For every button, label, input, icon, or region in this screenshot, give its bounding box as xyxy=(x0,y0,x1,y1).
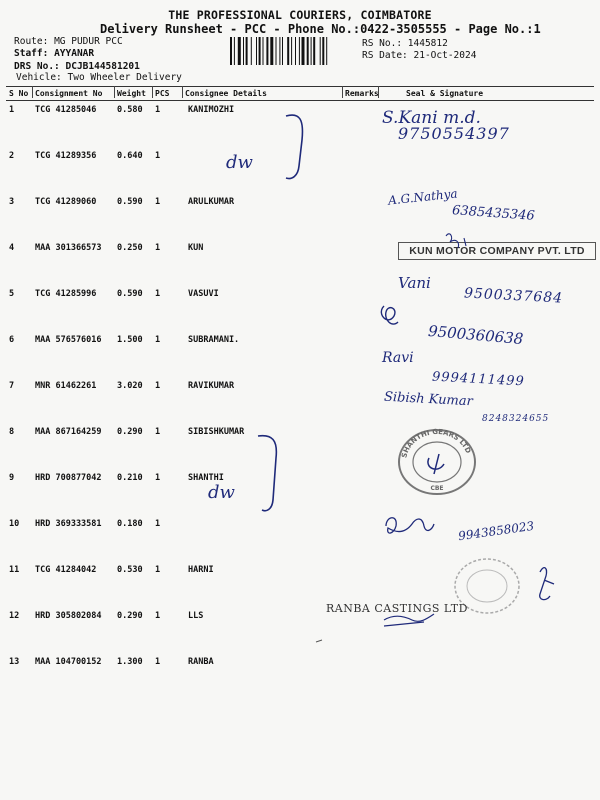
handwritten-phone: 9500337684 xyxy=(463,285,564,307)
cell-remarks xyxy=(342,239,382,285)
col-sno: S No xyxy=(6,87,32,101)
cell-pcs: 1 xyxy=(155,151,161,161)
handwritten-phone: 6385435346 xyxy=(451,203,536,224)
barcode-bar xyxy=(256,37,257,65)
handwritten-phone: 8248324655 xyxy=(482,414,550,424)
cell-sno: 10 xyxy=(9,519,20,529)
table-row xyxy=(6,653,594,699)
cell-consignee: SIBISHKUMAR xyxy=(188,427,245,437)
cell-pcs: 1 xyxy=(155,381,161,391)
drs-value: DCJB144581201 xyxy=(65,61,140,72)
handwritten-signature: Vani xyxy=(398,274,431,292)
barcode-bar xyxy=(266,37,268,65)
cell-seal-signature xyxy=(382,147,594,193)
cell-sno: 1 xyxy=(9,105,15,115)
stamp-ring-text: SHANTHI GEARS LTD xyxy=(400,428,473,459)
cell-consignee: LLS xyxy=(188,611,204,621)
cell-consignee: ARULKUMAR xyxy=(188,197,235,207)
stamp-city-text: CBE xyxy=(430,485,444,492)
route-line: Route: MG PUDUR PCC xyxy=(14,36,123,47)
barcode-bar xyxy=(313,37,315,65)
cell-pcs: 1 xyxy=(155,519,161,529)
route-value: MG PUDUR PCC xyxy=(54,36,123,47)
cell-consignee: HARNI xyxy=(188,565,214,575)
cell-remarks xyxy=(342,561,382,607)
cell-consignee xyxy=(182,147,342,193)
cell-weight: 0.290 xyxy=(117,427,143,437)
runsheet-subtitle: Delivery Runsheet - PCC - Phone No.:0422-3505555 - Page No.:1 xyxy=(100,22,541,36)
company-title: THE PROFESSIONAL COURIERS, COIMBATORE xyxy=(168,8,432,22)
cell-sno: 3 xyxy=(9,197,15,207)
barcode-bar xyxy=(230,37,232,65)
cell-pcs: 1 xyxy=(155,289,161,299)
handwritten-mark: dw xyxy=(226,152,253,173)
cell-weight: 0.180 xyxy=(117,519,143,529)
barcode-bar xyxy=(287,37,289,65)
ranba-stamp: RANBA CASTINGS LTD xyxy=(326,602,468,615)
col-consignee: Consignee Details xyxy=(182,87,342,101)
cell-pcs: 1 xyxy=(155,611,161,621)
handwritten-phone: 9943858023 xyxy=(457,518,535,544)
barcode-bar xyxy=(295,37,296,65)
barcode-bar xyxy=(276,37,277,65)
col-rule xyxy=(32,86,33,98)
staff-value: AYYANAR xyxy=(54,48,95,59)
cell-remarks xyxy=(342,377,382,423)
cell-pcs: 1 xyxy=(155,473,161,483)
col-seal-signature: Seal & Signature xyxy=(382,87,594,101)
cell-weight: 0.210 xyxy=(117,473,143,483)
rs-date-value: 21-Oct-2024 xyxy=(413,50,477,61)
cell-pcs: 1 xyxy=(155,335,161,345)
barcode-bar xyxy=(311,37,312,65)
col-rule xyxy=(342,86,343,98)
company-stamp: KUN MOTOR COMPANY PVT. LTD xyxy=(398,242,596,260)
cell-remarks xyxy=(342,423,382,469)
cell-consignee: KANIMOZHI xyxy=(188,105,235,115)
cell-weight: 0.580 xyxy=(117,105,143,115)
cell-sno: 7 xyxy=(9,381,15,391)
barcode-image xyxy=(230,37,358,65)
cell-remarks xyxy=(342,285,382,331)
cell-pcs: 1 xyxy=(155,105,161,115)
cell-sno: 13 xyxy=(9,657,20,667)
rs-no-line: RS No.: 1445812 xyxy=(362,38,448,49)
cell-pcs: 1 xyxy=(155,565,161,575)
handwritten-phone: 9994111499 xyxy=(431,369,526,390)
cell-remarks xyxy=(342,193,382,239)
cell-pcs: 1 xyxy=(155,657,161,667)
table-header-row xyxy=(6,87,594,101)
cell-consignment-no: HRD 369333581 xyxy=(35,519,102,529)
barcode-bar xyxy=(282,37,283,65)
col-rule xyxy=(378,86,379,98)
barcode-bar xyxy=(302,37,305,65)
cell-sno: 11 xyxy=(9,565,20,575)
barcode-bar xyxy=(279,37,280,65)
handwritten-signature: A.G.Nathya xyxy=(387,186,459,208)
col-remarks: Remarks xyxy=(342,87,382,101)
cell-weight: 1.500 xyxy=(117,335,143,345)
cell-weight: 1.300 xyxy=(117,657,143,667)
cell-pcs: 1 xyxy=(155,197,161,207)
barcode-bar xyxy=(263,37,264,65)
handwritten-mark: dw xyxy=(208,482,235,503)
cell-remarks xyxy=(342,331,382,377)
col-weight: Weight xyxy=(114,87,152,101)
cell-consignment-no: TCG 41289356 xyxy=(35,151,97,161)
staff-line: Staff: AYYANAR xyxy=(14,48,95,59)
cell-consignment-no: HRD 700877042 xyxy=(35,473,102,483)
handwritten-phone: 9750554397 xyxy=(398,124,510,143)
cell-consignment-no: HRD 305802084 xyxy=(35,611,102,621)
cell-weight: 3.020 xyxy=(117,381,143,391)
cell-weight: 0.590 xyxy=(117,289,143,299)
col-consignment: Consignment No xyxy=(32,87,114,101)
cell-consignment-no: TCG 41285046 xyxy=(35,105,97,115)
cell-remarks xyxy=(342,653,382,699)
barcode-bar xyxy=(307,37,309,65)
cell-sno: 5 xyxy=(9,289,15,299)
cell-remarks xyxy=(342,515,382,561)
cell-sno: 12 xyxy=(9,611,20,621)
cell-consignee: SUBRAMANI. xyxy=(188,335,240,345)
svg-text:SHANTHI GEARS LTD xyxy=(400,428,472,459)
table-row xyxy=(6,469,594,515)
drs-line: DRS No.: DCJB144581201 xyxy=(14,61,140,72)
barcode-bar xyxy=(326,37,327,65)
cell-weight: 0.590 xyxy=(117,197,143,207)
col-rule xyxy=(182,86,183,98)
cell-sno: 8 xyxy=(9,427,15,437)
barcode-bar xyxy=(299,37,300,65)
cell-weight: 0.640 xyxy=(117,151,143,161)
table-row xyxy=(6,423,594,469)
cell-weight: 0.250 xyxy=(117,243,143,253)
barcode-bar xyxy=(238,37,241,65)
barcode-bar xyxy=(259,37,261,65)
barcode-bar xyxy=(251,37,252,65)
col-rule xyxy=(114,86,115,98)
cell-sno: 6 xyxy=(9,335,15,345)
cell-consignment-no: MNR 61462261 xyxy=(35,381,97,391)
cell-consignee: KUN xyxy=(188,243,204,253)
handwritten-signature: Ravi xyxy=(382,350,414,366)
rs-date-line: RS Date: 21-Oct-2024 xyxy=(362,50,477,61)
cell-consignment-no: TCG 41284042 xyxy=(35,565,97,575)
cell-consignee xyxy=(182,515,342,561)
cell-consignment-no: MAA 867164259 xyxy=(35,427,102,437)
cell-consignee: RANBA xyxy=(188,657,214,667)
col-rule xyxy=(152,86,153,98)
table-row xyxy=(6,147,594,193)
cell-consignee: VASUVI xyxy=(188,289,219,299)
handwritten-signature: S.Kani m.d. xyxy=(382,108,481,128)
rs-no-value: 1445812 xyxy=(407,38,448,49)
handwritten-signature: Sibish Kumar xyxy=(383,389,474,410)
cell-sno: 2 xyxy=(9,151,15,161)
cell-consignee: SHANTHI xyxy=(188,473,224,483)
handwritten-phone: 9500360638 xyxy=(427,321,525,349)
barcode-bar xyxy=(320,37,321,65)
cell-remarks xyxy=(342,147,382,193)
cell-consignment-no: TCG 41285996 xyxy=(35,289,97,299)
cell-consignment-no: MAA 104700152 xyxy=(35,657,102,667)
cell-weight: 0.290 xyxy=(117,611,143,621)
col-pcs: PCS xyxy=(152,87,182,101)
vehicle-value: Two Wheeler Delivery xyxy=(67,72,182,83)
barcode-bar xyxy=(234,37,235,65)
barcode-bar xyxy=(270,37,273,65)
cell-consignment-no: MAA 301366573 xyxy=(35,243,102,253)
cell-weight: 0.530 xyxy=(117,565,143,575)
vehicle-line: Vehicle: Two Wheeler Delivery xyxy=(16,72,182,83)
cell-sno: 9 xyxy=(9,473,15,483)
cell-seal-signature xyxy=(382,653,594,699)
cell-consignee: RAVIKUMAR xyxy=(188,381,235,391)
barcode-bar xyxy=(243,37,244,65)
cell-consignment-no: TCG 41289060 xyxy=(35,197,97,207)
cell-consignment-no: MAA 576576016 xyxy=(35,335,102,345)
cell-sno: 4 xyxy=(9,243,15,253)
cell-pcs: 1 xyxy=(155,243,161,253)
round-company-stamp xyxy=(394,428,480,496)
cell-remarks xyxy=(342,469,382,515)
barcode-bar xyxy=(322,37,324,65)
barcode-bar xyxy=(291,37,292,65)
barcode-bar xyxy=(246,37,248,65)
cell-pcs: 1 xyxy=(155,427,161,437)
cell-remarks xyxy=(342,101,382,148)
